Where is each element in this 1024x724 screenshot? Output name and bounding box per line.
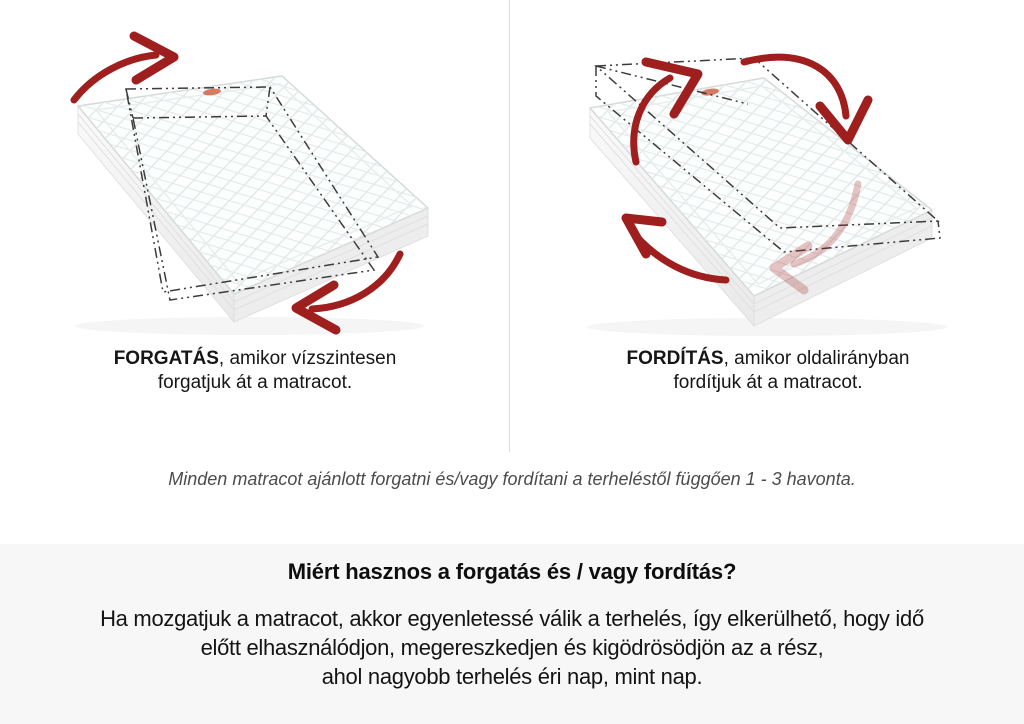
rotate-arrow-top-left-icon bbox=[74, 36, 174, 100]
paragraph-line: ahol nagyobb terhelés éri nap, mint nap. bbox=[321, 664, 703, 689]
caption-forditas bbox=[513, 347, 1023, 395]
explanation-box bbox=[0, 544, 1024, 724]
mattress-flip-illustration bbox=[512, 0, 1024, 340]
paragraph-line: előtt elhasználódjon, megereszkedjen és kigödrösödjön az a rész, bbox=[200, 635, 824, 660]
caption-term: FORGATÁS bbox=[113, 348, 219, 369]
mattress-shadow bbox=[75, 317, 425, 335]
caption-rest: , amikor oldalirányban bbox=[723, 348, 910, 369]
explanation-heading: Miért hasznos a forgatás és / vagy fordítás? bbox=[287, 559, 737, 584]
caption-line2: fordítjuk át a matracot. bbox=[673, 372, 863, 393]
caption-line2: forgatjuk át a matracot. bbox=[157, 372, 353, 393]
paragraph-line: Ha mozgatjuk a matracot, akkor egyenletessé válik a terhelés, így elkerülhető, hogy idő bbox=[100, 606, 924, 631]
recommendation-note: Minden matracot ajánlott forgatni és/vagy fordítani a terheléstől függően 1 - 3 havonta. bbox=[168, 469, 856, 489]
caption-forgatas bbox=[0, 347, 510, 395]
caption-term: FORDÍTÁS bbox=[626, 348, 724, 369]
explanation-paragraph bbox=[0, 604, 1024, 691]
caption-rest: , amikor vízszintesen bbox=[218, 348, 397, 369]
mattress bbox=[75, 76, 428, 335]
mattress-shadow bbox=[587, 318, 947, 336]
mattress-rotation-illustration bbox=[0, 0, 510, 340]
